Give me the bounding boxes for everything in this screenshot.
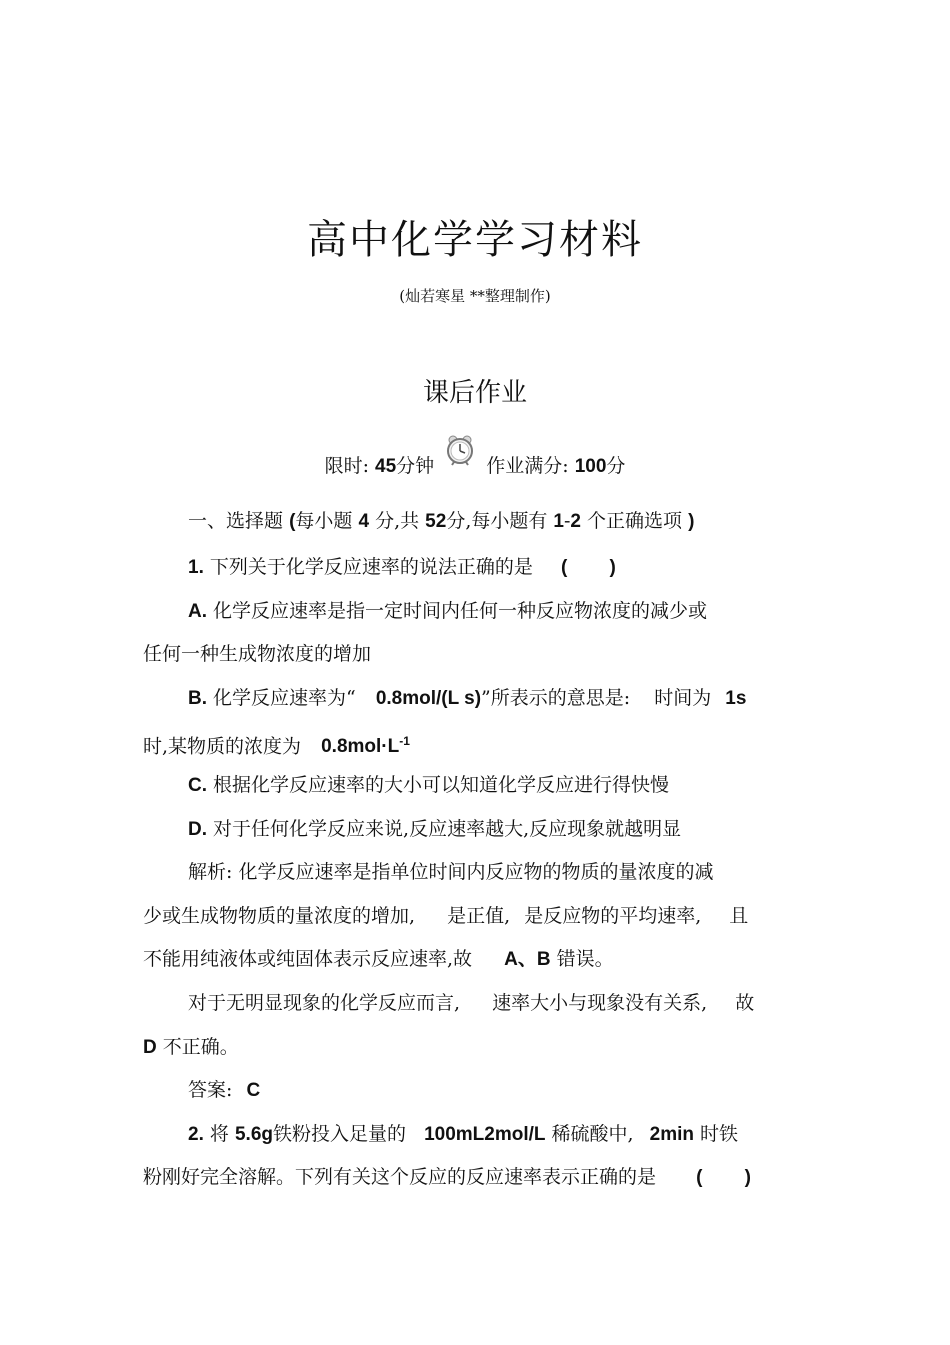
question-2-stem-cont: 粉刚好完全溶解。下列有关这个反应的反应速率表示正确的是 ( ) — [143, 1166, 751, 1188]
full-score-label: 作业满分: — [486, 455, 569, 477]
question-1-option-a-cont: 任何一种生成物浓度的增加 — [143, 643, 372, 665]
question-1-option-b-cont: 时,某物质的浓度为 $0.8mol\cdot L^{-1}$ — [143, 734, 410, 758]
section-title: 课后作业 — [422, 378, 527, 408]
question-1-option-c: C. 根据化学反应速率的大小可以知道化学反应进行得快慢 — [188, 774, 670, 796]
time-limit-label: 限时: — [324, 455, 369, 477]
question-1-explanation-2: 少或生成物物质的量浓度的增加, 是正值, 是反应物的平均速率, 且 — [143, 905, 749, 927]
question-1-explanation-3: 不能用纯液体或纯固体表示反应速率,故 A、B 错误。 — [143, 948, 614, 970]
homework-meta — [0, 446, 950, 478]
question-1-option-a: A. 化学反应速率是指一定时间内任何一种反应物浓度的减少或 — [188, 600, 708, 622]
question-1-explanation-1: 解析: 化学反应速率是指单位时间内反应物的物质的量浓度的减 — [188, 861, 714, 883]
question-1-option-d: D. 对于任何化学反应来说,反应速率越大,反应现象就越明显 — [188, 818, 682, 840]
question-1-explanation-5: D 不正确。 — [143, 1036, 239, 1058]
document-title: 高中化学学习材料 — [307, 217, 643, 263]
question-2-stem: 2. 将 5.6g铁粉投入足量的 100mL2mol/L 稀硫酸中, 2min 时铁 — [188, 1123, 739, 1145]
alarm-clock-icon — [444, 434, 476, 466]
time-limit-unit: 分钟 — [396, 455, 435, 477]
full-score-unit: 分 — [606, 455, 626, 477]
time-limit-value: 45 — [375, 456, 397, 477]
question-1-stem: 1. 下列关于化学反应速率的说法正确的是 ( ) — [188, 556, 616, 578]
question-1-explanation-4: 对于无明显现象的化学反应而言, 速率大小与现象没有关系, 故 — [188, 992, 755, 1014]
full-score-value: 100 — [574, 456, 607, 477]
document-subtitle: (灿若寒星 **整理制作) — [399, 287, 551, 305]
part-heading: 一、选择题 (每小题 4 分,共 52分,每小题有 1-2 个正确选项 ) — [188, 510, 695, 532]
question-1-answer: 答案: C — [188, 1079, 261, 1101]
question-1-option-b: B. 化学反应速率为“ 0.8mol/(L s)”所表示的意思是: 时间为 1s — [188, 687, 747, 709]
